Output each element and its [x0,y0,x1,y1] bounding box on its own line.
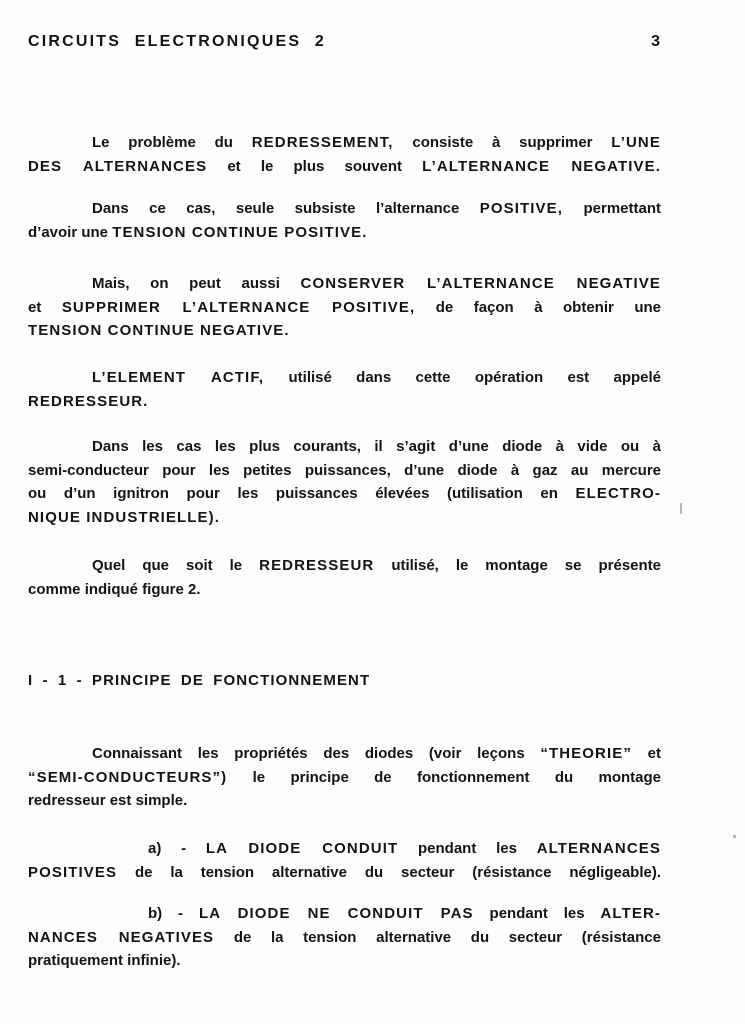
text-line [28,926,661,950]
text-segment: pratiquement infinie). [28,952,181,969]
text-segment: utilisé dans cette opération est appelé [264,369,661,386]
text-segment: ou d’un ignitron pour les puissances élevées (utilisation en [28,485,576,502]
scan-artifact [680,503,682,514]
text-segment: Dans ce cas, seule subsiste l’alternance [92,200,480,217]
text-segment: Dans les cas les plus courants, il s’agit d’une diode à vide ou à [92,438,661,455]
emphasized-text: REDRESSEUR. [28,392,149,410]
text-line [28,789,661,813]
text-segment: a) - [148,840,206,857]
text-line [28,554,661,578]
text-line [28,319,661,343]
emphasized-text: REDRESSEMENT, [251,134,394,151]
text-line [28,435,661,459]
emphasized-text: TENSION CONTINUE NEGATIVE. [28,322,290,339]
emphasized-text: “THEORIE” [540,745,632,762]
text-segment: Quel que soit le [92,557,260,574]
emphasized-text: CONSERVER L’ALTERNANCE NEGATIVE [300,275,661,292]
text-line [28,390,661,414]
document-title: CIRCUITS ELECTRONIQUES 2 [28,33,326,50]
emphasized-text: L’ALTERNANCE NEGATIVE. [422,157,661,175]
emphasized-text: LA DIODE NE CONDUIT PAS [198,905,474,922]
text-line [28,366,661,390]
text-segment: Mais, on peut aussi [92,275,301,292]
text-line [28,742,661,766]
text-segment: comme indiqué figure 2. [28,580,201,598]
text-segment: et le plus souvent [207,157,423,175]
emphasized-text: L’UNE [611,134,661,151]
text-line [28,669,661,693]
emphasized-text: ALTER- [600,905,661,922]
text-segment: b) - [148,905,199,922]
text-line [28,578,661,602]
paragraph-p3 [28,272,661,343]
text-segment: pendant les [473,905,601,922]
text-segment: de la tension alternative du secteur (résistance [214,928,661,946]
text-line [28,155,661,179]
paragraph-p5 [28,435,661,529]
emphasized-text: L’ELEMENT ACTIF, [92,369,265,386]
emphasized-text: REDRESSEUR [259,557,375,574]
emphasized-text: I - 1 - PRINCIPE DE FONCTIONNEMENT [28,672,371,689]
text-line [28,837,661,861]
emphasized-text: POSITIVES [28,863,118,881]
emphasized-text: SUPPRIMER L’ALTERNANCE POSITIVE, [61,298,416,316]
text-line [28,482,661,506]
emphasized-text: ALTERNANCES [536,840,662,857]
paragraph-p2 [28,197,661,244]
text-segment: semi-conducteur pour les petites puissances, d’une diode à gaz au mercure [28,461,661,479]
text-line [28,272,661,296]
text-line [28,861,661,885]
emphasized-text: NANCES NEGATIVES [28,928,215,946]
text-segment: le principe de fonctionnement du montage [227,768,661,786]
text-segment: de la tension alternative du secteur (résistance négligeable). [117,863,661,881]
emphasized-text: POSITIVE, [479,200,564,217]
text-segment: permettant [563,200,661,217]
text-line [28,506,661,530]
text-line [28,459,661,483]
text-segment: et [631,745,661,762]
paragraph-p1 [28,131,661,178]
paragraph-p4 [28,366,661,413]
text-line [28,131,661,155]
text-segment: pendant les [398,840,537,857]
emphasized-text: TENSION CONTINUE POSITIVE. [112,223,368,241]
emphasized-text: “SEMI-CONDUCTEURS”) [28,768,228,786]
text-segment: redresseur est simple. [28,792,188,809]
text-segment: consiste à supprimer [393,134,612,151]
text-segment: utilisé, le montage se présente [374,557,662,574]
text-line [28,221,661,245]
emphasized-text: ELECTRO- [575,485,661,502]
text-segment: d’avoir une [28,223,113,241]
text-line [28,949,661,973]
text-line [28,296,661,320]
text-segment: Le problème du [92,134,252,151]
emphasized-text: DES ALTERNANCES [28,157,208,175]
text-segment: de façon à obtenir une [415,298,661,316]
text-segment: et [28,298,62,316]
page-number: 3 [651,33,661,50]
text-line [28,902,661,926]
section-heading [28,669,661,693]
emphasized-text: LA DIODE CONDUIT [205,840,399,857]
paragraph-p7 [28,742,661,813]
paragraph-p6 [28,554,661,601]
paragraph-ia [28,837,661,884]
text-line [28,766,661,790]
paragraph-ib [28,902,661,973]
text-line [28,197,661,221]
text-segment: Connaissant les propriétés des diodes (voir leçons [92,745,541,762]
emphasized-text: NIQUE INDUSTRIELLE). [28,508,221,526]
scan-artifact [733,835,736,838]
